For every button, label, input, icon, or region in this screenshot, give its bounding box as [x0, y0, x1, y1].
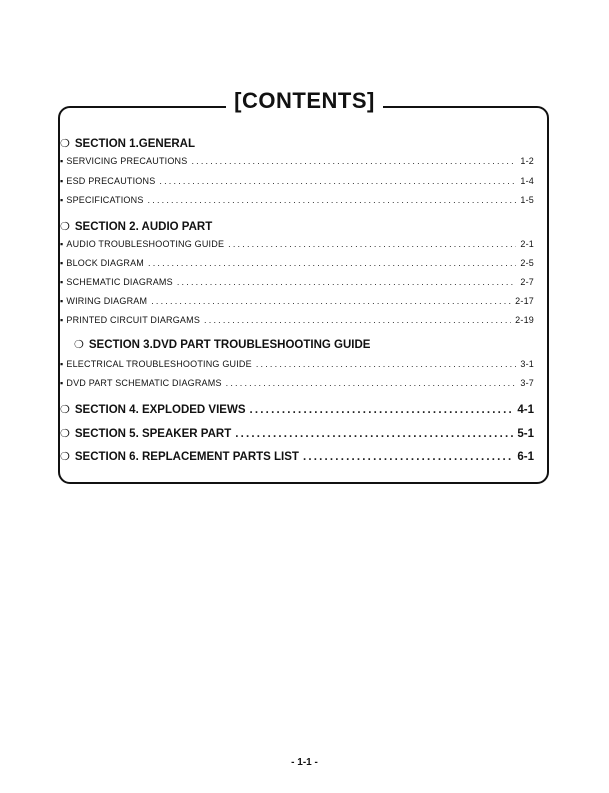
- leader-dots: [303, 451, 513, 463]
- entry-label: ESD PRECAUTIONS: [66, 176, 156, 186]
- circle-bullet-icon: ❍: [60, 404, 70, 416]
- leader-dots: [159, 176, 516, 186]
- entry-label: SPECIFICATIONS: [66, 195, 144, 205]
- toc-main-entry[interactable]: ❍ SECTION 5. SPEAKER PART ..... 5-1: [60, 427, 534, 440]
- entry-page: 1-2: [520, 156, 534, 166]
- entry-label: BLOCK DIAGRAM: [66, 258, 145, 268]
- leader-dots: [148, 195, 517, 205]
- toc-entry[interactable]: [60, 378, 534, 388]
- bullet-icon: ▪: [60, 195, 64, 205]
- entry-page: 3-1: [520, 359, 534, 369]
- bullet-icon: ▪: [60, 258, 64, 268]
- entry-label: WIRING DIAGRAM: [66, 296, 148, 306]
- circle-bullet-icon: ❍: [60, 451, 70, 463]
- entry-page: 2-17: [515, 296, 534, 306]
- entry-page: 2-5: [520, 258, 534, 268]
- leader-dots: [228, 239, 516, 249]
- toc-entry[interactable]: [60, 277, 534, 287]
- toc-entry[interactable]: [60, 359, 534, 369]
- entry-label: PRINTED CIRCUIT DIARGAMS: [66, 315, 201, 325]
- entry-page: 1-4: [520, 176, 534, 186]
- entry-page: 5-1: [517, 428, 534, 440]
- entry-label: SCHEMATIC DIAGRAMS: [66, 277, 173, 287]
- bullet-icon: ▪: [60, 378, 64, 388]
- entry-page: 3-7: [520, 378, 534, 388]
- leader-dots: [256, 359, 517, 369]
- leader-dots: [151, 296, 511, 306]
- leader-dots: [204, 315, 511, 325]
- bullet-icon: ▪: [60, 176, 64, 186]
- entry-label: ELECTRICAL TROUBLESHOOTING GUIDE: [66, 359, 252, 369]
- circle-bullet-icon: ❍: [74, 339, 84, 351]
- toc-entry[interactable]: [60, 195, 534, 205]
- toc-entry[interactable]: [60, 258, 534, 268]
- leader-dots: [250, 404, 514, 416]
- circle-bullet-icon: ❍: [60, 221, 70, 233]
- circle-bullet-icon: ❍: [60, 138, 70, 150]
- bullet-icon: ▪: [60, 156, 64, 166]
- entry-page: 4-1: [517, 404, 534, 416]
- toc-entry[interactable]: [60, 176, 534, 186]
- bullet-icon: ▪: [60, 359, 64, 369]
- entry-page: 6-1: [517, 451, 534, 463]
- entry-label: SERVICING PRECAUTIONS: [66, 156, 188, 166]
- toc-entry[interactable]: [60, 239, 534, 249]
- entry-page: 2-1: [520, 239, 534, 249]
- toc-entry[interactable]: [60, 156, 534, 166]
- entry-page: 2-7: [520, 277, 534, 287]
- entry-label: DVD PART SCHEMATIC DIAGRAMS: [66, 378, 222, 388]
- leader-dots: [191, 156, 516, 166]
- page-number: - 1-1 -: [291, 757, 318, 768]
- bullet-icon: ▪: [60, 277, 64, 287]
- toc-main-entry[interactable]: ❍ SECTION 6. REPLACEMENT PARTS LIST ..... 6-1: [60, 450, 534, 463]
- bullet-icon: ▪: [60, 315, 64, 325]
- leader-dots: [226, 378, 517, 388]
- circle-bullet-icon: ❍: [60, 428, 70, 440]
- leader-dots: [177, 277, 517, 287]
- toc-entry[interactable]: [60, 296, 534, 306]
- entry-page: 1-5: [520, 195, 534, 205]
- section-heading[interactable]: ❍ SECTION 1.GENERAL: [60, 138, 196, 150]
- toc-entry[interactable]: [60, 315, 534, 325]
- bullet-icon: ▪: [60, 239, 64, 249]
- section-heading[interactable]: ❍ SECTION 2. AUDIO PART: [60, 221, 213, 233]
- toc-main-entry[interactable]: ❍ SECTION 4. EXPLODED VIEWS ..... 4-1: [60, 403, 534, 416]
- entry-label: AUDIO TROUBLESHOOTING GUIDE: [66, 239, 225, 249]
- page-title: [CONTENTS]: [0, 88, 609, 114]
- entry-page: 2-19: [515, 315, 534, 325]
- section-heading[interactable]: ❍ SECTION 3.DVD PART TROUBLESHOOTING GUIDE: [74, 339, 371, 351]
- leader-dots: [235, 428, 513, 440]
- bullet-icon: ▪: [60, 296, 64, 306]
- leader-dots: [148, 258, 516, 268]
